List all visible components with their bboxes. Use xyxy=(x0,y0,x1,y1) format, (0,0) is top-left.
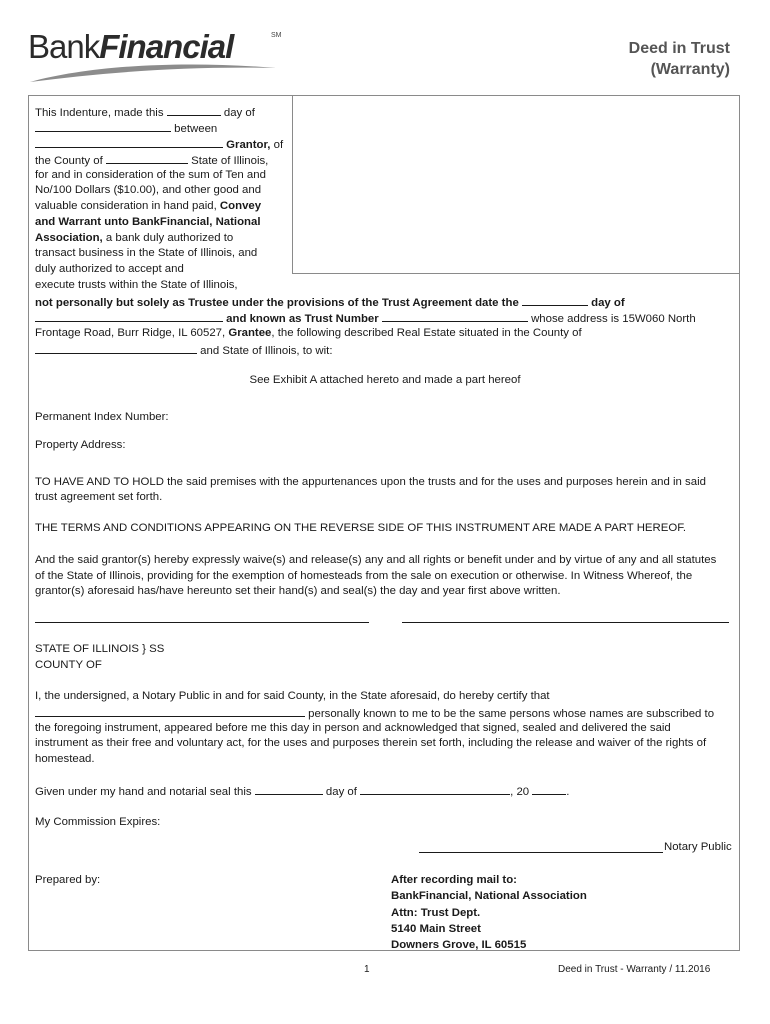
state-line: and State of Illinois, to wit: xyxy=(35,342,333,360)
notary-line-3: the foregoing instrument, appeared before me this day in person and acknowledged that signed, sealed and delivered the said xyxy=(35,722,671,734)
grantor-line: Grantor, of xyxy=(35,136,283,154)
consideration-line-2: No/100 Dollars ($10.00), and other good and xyxy=(35,184,262,196)
waiver-line-1: And the said grantor(s) hereby expressly waive(s) and release(s) any and all rights or benefit under and by virtue of any and all statutes xyxy=(35,554,717,566)
property-address-label: Property Address: xyxy=(35,439,126,451)
grantee-line: Frontage Road, Burr Ridge, IL 60527, Grantee, the following described Real Estate situated in the County of xyxy=(35,327,582,339)
execute-trusts-line: execute trusts within the State of Illinois, xyxy=(35,279,238,291)
consideration-line-1: for and in consideration of the sum of Ten and xyxy=(35,169,266,181)
waiver-line-2: of the State of Illinois, providing for the exemption of homesteads from the sale on execution or otherwise. In Witness Whereof, the xyxy=(35,570,693,582)
association-line: Association, a bank duly authorized to xyxy=(35,232,234,244)
habendum-line-2: trust agreement set forth. xyxy=(35,491,163,503)
notary-signature-line xyxy=(419,852,663,853)
prepared-by-label: Prepared by: xyxy=(35,874,101,886)
habendum-line-1: TO HAVE AND TO HOLD the said premises with the appurtenances upon the trusts and for the uses and purposes herein and in said xyxy=(35,476,706,488)
venue-county: COUNTY OF xyxy=(35,659,102,671)
recorder-stamp-box xyxy=(292,96,740,274)
terms-notice: THE TERMS AND CONDITIONS APPEARING ON THE REVERSE SIDE OF THIS INSTRUMENT ARE MADE A PART HEREOF. xyxy=(35,522,687,534)
venue-state: STATE OF ILLINOIS } SS xyxy=(35,643,165,655)
page-number: 1 xyxy=(364,964,370,975)
logo-swoosh-icon xyxy=(28,62,278,84)
logo-wordmark: BankFinancial xyxy=(28,28,234,65)
pin-label: Permanent Index Number: xyxy=(35,411,169,423)
form-identifier: Deed in Trust - Warranty / 11.2016 xyxy=(558,964,711,975)
trust-number-line: and known as Trust Number whose address is 15W060 North xyxy=(35,310,696,328)
notary-line-4: instrument as their free and voluntary act, for the uses and purposes therein set forth, including the release and waiver of the rights of xyxy=(35,737,707,749)
authorized-line: duly authorized to accept and xyxy=(35,263,184,275)
notarial-seal-line: Given under my hand and notarial seal this day of , 20 . xyxy=(35,783,569,801)
indenture-line: This Indenture, made this day of xyxy=(35,104,255,122)
mail-to-block: After recording mail to: BankFinancial, National Association Attn: Trust Dept. 5140 Main Street Downers Grove, IL 60515 xyxy=(391,874,587,952)
waiver-line-3: grantor(s) aforesaid has/have hereunto set their hand(s) and seal(s) the day and year first above written. xyxy=(35,585,561,597)
notary-line-2: personally known to me to be the same persons whose names are subscribed to xyxy=(35,705,714,723)
transact-line: transact business in the State of Illinois, and xyxy=(35,247,258,259)
notary-public-label: Notary Public xyxy=(664,841,732,853)
consideration-line-3: valuable consideration in hand paid, Convey xyxy=(35,200,262,212)
county-line: the County of State of Illinois, xyxy=(35,152,268,170)
grantor-signature-line-2 xyxy=(402,622,729,623)
exhibit-reference: See Exhibit A attached hereto and made a part hereof xyxy=(249,374,521,386)
service-mark: SM xyxy=(271,32,282,39)
warrant-line: and Warrant unto BankFinancial, National xyxy=(35,216,261,228)
notary-line-5: homestead. xyxy=(35,753,95,765)
between-line: between xyxy=(35,120,217,138)
grantor-signature-line-1 xyxy=(35,622,369,623)
notary-line-1: I, the undersigned, a Notary Public in and for said County, in the State aforesaid, do hereby certify that xyxy=(35,690,550,702)
bankfinancial-logo xyxy=(28,26,288,86)
document-title: Deed in Trust (Warranty) xyxy=(628,40,730,78)
trustee-line: not personally but solely as Trustee under the provisions of the Trust Agreement date the day of xyxy=(35,294,625,312)
commission-expires-label: My Commission Expires: xyxy=(35,816,161,828)
